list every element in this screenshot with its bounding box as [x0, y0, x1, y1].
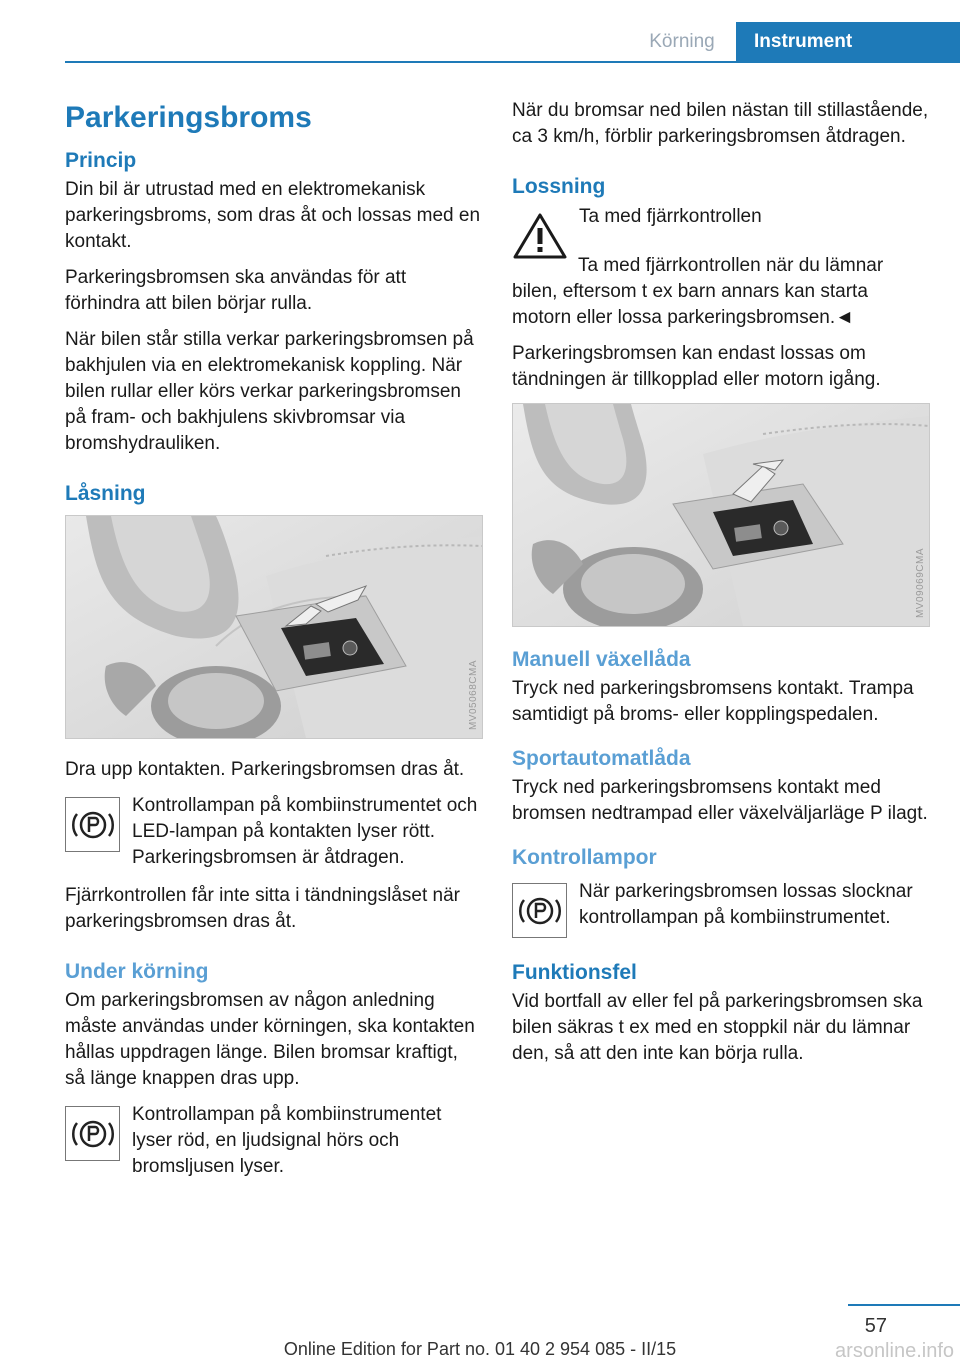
console-illustration — [66, 516, 482, 738]
princip-paragraph-3: När bilen står stilla verkar parkeringsbromsen på bakhjulen via en elektromekanisk koppling. När bilen rullar eller körs verkar parkeringsbromsen på fram- och bakhjulens skivbromsar via bromshydrauliken. — [65, 329, 474, 454]
parking-brake-icon — [65, 1106, 120, 1161]
console-photo-press — [512, 403, 930, 627]
page-footer — [0, 1304, 960, 1362]
funktion-paragraph: Vid bortfall av eller fel på parkeringsbromsen ska bilen säkras t ex med en stoppkil när du lämnar den, så att den inte kan börja rulla. — [512, 991, 923, 1064]
section-heading-lasning: Låsning — [65, 482, 146, 505]
warning-text: Ta med fjärrkontrollen när du lämnar bilen, eftersom t ex barn annars kan starta motorn eller lossa parkeringsbromsen.◄ — [512, 255, 884, 328]
warning-triangle-icon — [512, 208, 567, 263]
right-top-paragraph: När du bromsar ned bilen nästan till stillastående, ca 3 km/h, förblir parkeringsbromsen åtdragen. — [512, 100, 929, 147]
tab-korning[interactable]: Körning — [649, 31, 715, 52]
manuell-paragraph: Tryck ned parkeringsbromsens kontakt. Trampa samtidigt på broms- eller kopplingspedalen. — [512, 678, 914, 725]
section-heading-under-korning: Under körning — [65, 960, 209, 983]
lossning-paragraph-1: Parkeringsbromsen kan endast lossas om tändningen är tillkopplad eller motorn igång. — [512, 343, 881, 390]
under-indicator-note — [65, 1102, 483, 1180]
page-title: Parkeringsbroms — [65, 101, 312, 134]
princip-paragraph-2: Parkeringsbromsen ska användas för att förhindra att bilen börjar rulla. — [65, 267, 407, 314]
edition-line: Online Edition for Part no. 01 40 2 954 085 - II/15 — [283, 1339, 677, 1359]
kontroll-icon-text: När parkeringsbromsen lossas slocknar kontrollampan på kombiinstrumentet. — [579, 881, 913, 928]
sport-paragraph: Tryck ned parkeringsbromsens kontakt med bromsen nedtrampad eller växelväljarläge P ilagt. — [512, 777, 928, 824]
console-photo-pull — [65, 515, 483, 739]
footer-rule — [848, 1304, 960, 1306]
under-icon-text: Kontrollampan på kombiinstrumentet lyser röd, en ljudsignal hörs och bromsljusen lyser. — [132, 1104, 442, 1177]
photo-code: MV09069CMA — [915, 547, 926, 618]
section-heading-lossning: Lossning — [512, 175, 606, 198]
parking-brake-icon — [65, 797, 120, 852]
lasning-paragraph-1: Dra upp kontakten. Parkeringsbromsen dras åt. — [65, 759, 465, 780]
console-illustration — [513, 404, 929, 626]
watermark: arsonline.info — [835, 1340, 954, 1362]
lasning-paragraph-2: Fjärrkontrollen får inte sitta i tändningslåset när parkeringsbromsen dras åt. — [65, 885, 460, 932]
section-heading-funktionsfel: Funktionsfel — [512, 961, 637, 984]
tab-instrument[interactable]: Instrument — [736, 22, 960, 62]
section-heading-princip: Princip — [65, 149, 137, 172]
section-heading-sport: Sportautomatlåda — [512, 747, 691, 770]
left-column — [65, 98, 483, 1192]
under-paragraph-1: Om parkeringsbromsen av någon anledning måste användas under körningen, ska kontakten hållas uppdragen länge. Bilen bromsar kraftigt, så länge knappen dras upp. — [65, 990, 475, 1089]
section-heading-kontrollampor: Kontrollampor — [512, 846, 657, 869]
right-column — [512, 98, 930, 1077]
photo-code: MV05068CMA — [468, 659, 479, 730]
page-number: 57 — [864, 1315, 887, 1337]
lasning-icon-text: Kontrollampan på kombiinstrumentet och LED-lampan på kontakten lyser rött. Parkeringsbromsen är åtdragen. — [132, 795, 478, 868]
warning-title: Ta med fjärrkontrollen — [579, 206, 762, 227]
header-rule — [65, 61, 960, 63]
page-header — [0, 0, 960, 62]
section-heading-manuell: Manuell växellåda — [512, 648, 691, 671]
princip-paragraph-1: Din bil är utrustad med en elektromekanisk parkeringsbroms, som dras åt och lossas med en kontakt. — [65, 179, 481, 252]
kontroll-indicator-note — [512, 879, 930, 938]
parking-brake-icon — [512, 883, 567, 938]
lasning-indicator-note — [65, 793, 483, 871]
